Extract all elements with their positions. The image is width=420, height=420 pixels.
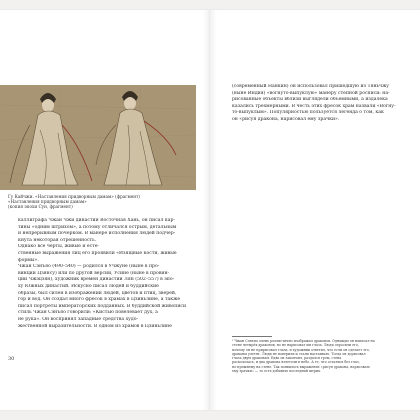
footnote-line: раскололась, и два дракона взлетели в небо. А те, что остались без глаз, xyxy=(232,360,360,365)
text-line: и непрерывным почерком. В манере исполнения людей подчер- xyxy=(18,231,176,237)
footnote-line: ¹ Чжан Сэнъяо очень реалистично изображал драконов. Однажды он написал на xyxy=(232,339,375,343)
illustration-caption xyxy=(8,194,198,209)
text-line: формы». xyxy=(18,257,39,263)
right-body-text xyxy=(232,84,402,124)
painting-figures-image xyxy=(0,85,196,190)
caption-line: (копия эпохи Сун, фрагмент) xyxy=(8,204,73,210)
text-line: каллиграфа Чжан Чжи династии Восточная Хань, он писал кар- xyxy=(18,218,176,223)
footnote xyxy=(232,339,402,373)
footnote-line: почему он не пририсовал глаза, и художник ответил, что если он сделает это, xyxy=(232,347,370,352)
page-number: 30 xyxy=(8,356,15,362)
text-line: не рука». Он воспринял западные средства худо- xyxy=(18,316,139,322)
text-line: то-выпуклым». Популярностью пользуется легенда о том, как xyxy=(232,110,384,116)
footnote-line: драконы улетят. Люди не поверили и стали настаивать. Тогда он дорисовал xyxy=(232,351,366,356)
text-line: казались трёхмерными. В честь этих фресок храм назвали «Вогну- xyxy=(232,103,396,109)
text-line: ции Чжэцзян), художник времён династии Лян (502–557) в эпо- xyxy=(18,277,175,283)
text-line: винции Цзянсу) или по другой версии, Усине (ныне в провин- xyxy=(18,270,170,276)
text-line: тины «одним штрихом», а потому отличался острым, детальным xyxy=(18,224,177,230)
text-line: ху Южных династий. Искусно писал людей и буддийские xyxy=(18,283,159,289)
text-line: ственные выражения лиц его проявили «Изящные кости, живые xyxy=(18,250,177,256)
text-line: гор и вод. Он создал много фресок в храмах в Цзиньлине, а также xyxy=(18,297,181,303)
text-line: (ныне Индия) «вогнуто-выпуклую» манеру степной росписи: на- xyxy=(232,90,390,96)
text-line: образы, был силён в изображении людей, цветов и птиц, зверей, xyxy=(18,290,177,296)
footnote-line: глаза двум драконам. Едва он закончил, раздался гром, стена xyxy=(232,356,342,361)
footnote-line: по-прежнему на стене. Так появилось выражение «рисуя дракона, нарисовать xyxy=(232,364,371,369)
right-page xyxy=(210,10,420,410)
text-line: писал портреты императорских подданных. В буддийской живописи xyxy=(18,303,187,309)
painting-illustration xyxy=(0,85,196,190)
text-line: Чжан Сэнъяо (490–540) — родился в Учжуне (ныне в про- xyxy=(18,264,160,270)
text-line: стиль Чжан Сэнъяо говорили: «Кистью повелевает дух, а xyxy=(18,310,158,316)
left-body-text xyxy=(18,218,196,330)
footnote-line: ему зрачки» — то есть добавить последний штрих. xyxy=(232,369,322,374)
text-line: рисованные объекты вблизи выглядели объёмными, а издалека xyxy=(232,97,388,103)
footnote-line: стене четырёх драконов, но не нарисовал им глаза. Люди спросили его, xyxy=(232,343,359,348)
text-line: Однако все черты, живые и есте- xyxy=(18,244,99,250)
left-page xyxy=(0,10,210,410)
caption-line: Гу Кайчжи. «Наставления придворным дамам» (фрагмент) xyxy=(8,194,140,199)
text-line: кнута некоторая отрешённость. xyxy=(18,237,97,243)
text-line: (современный Нанкин) он использовал пришедшую из Тяньчжу xyxy=(232,84,389,89)
footnote-separator xyxy=(232,336,272,337)
text-line: жественной выразительности. В одном из храмов в Цзиньлине xyxy=(18,323,172,329)
caption-line: «Наставления придворным дамам» xyxy=(8,199,87,205)
text-line: он «рисуя дракона, нарисовал ему зрачки». xyxy=(232,116,340,122)
